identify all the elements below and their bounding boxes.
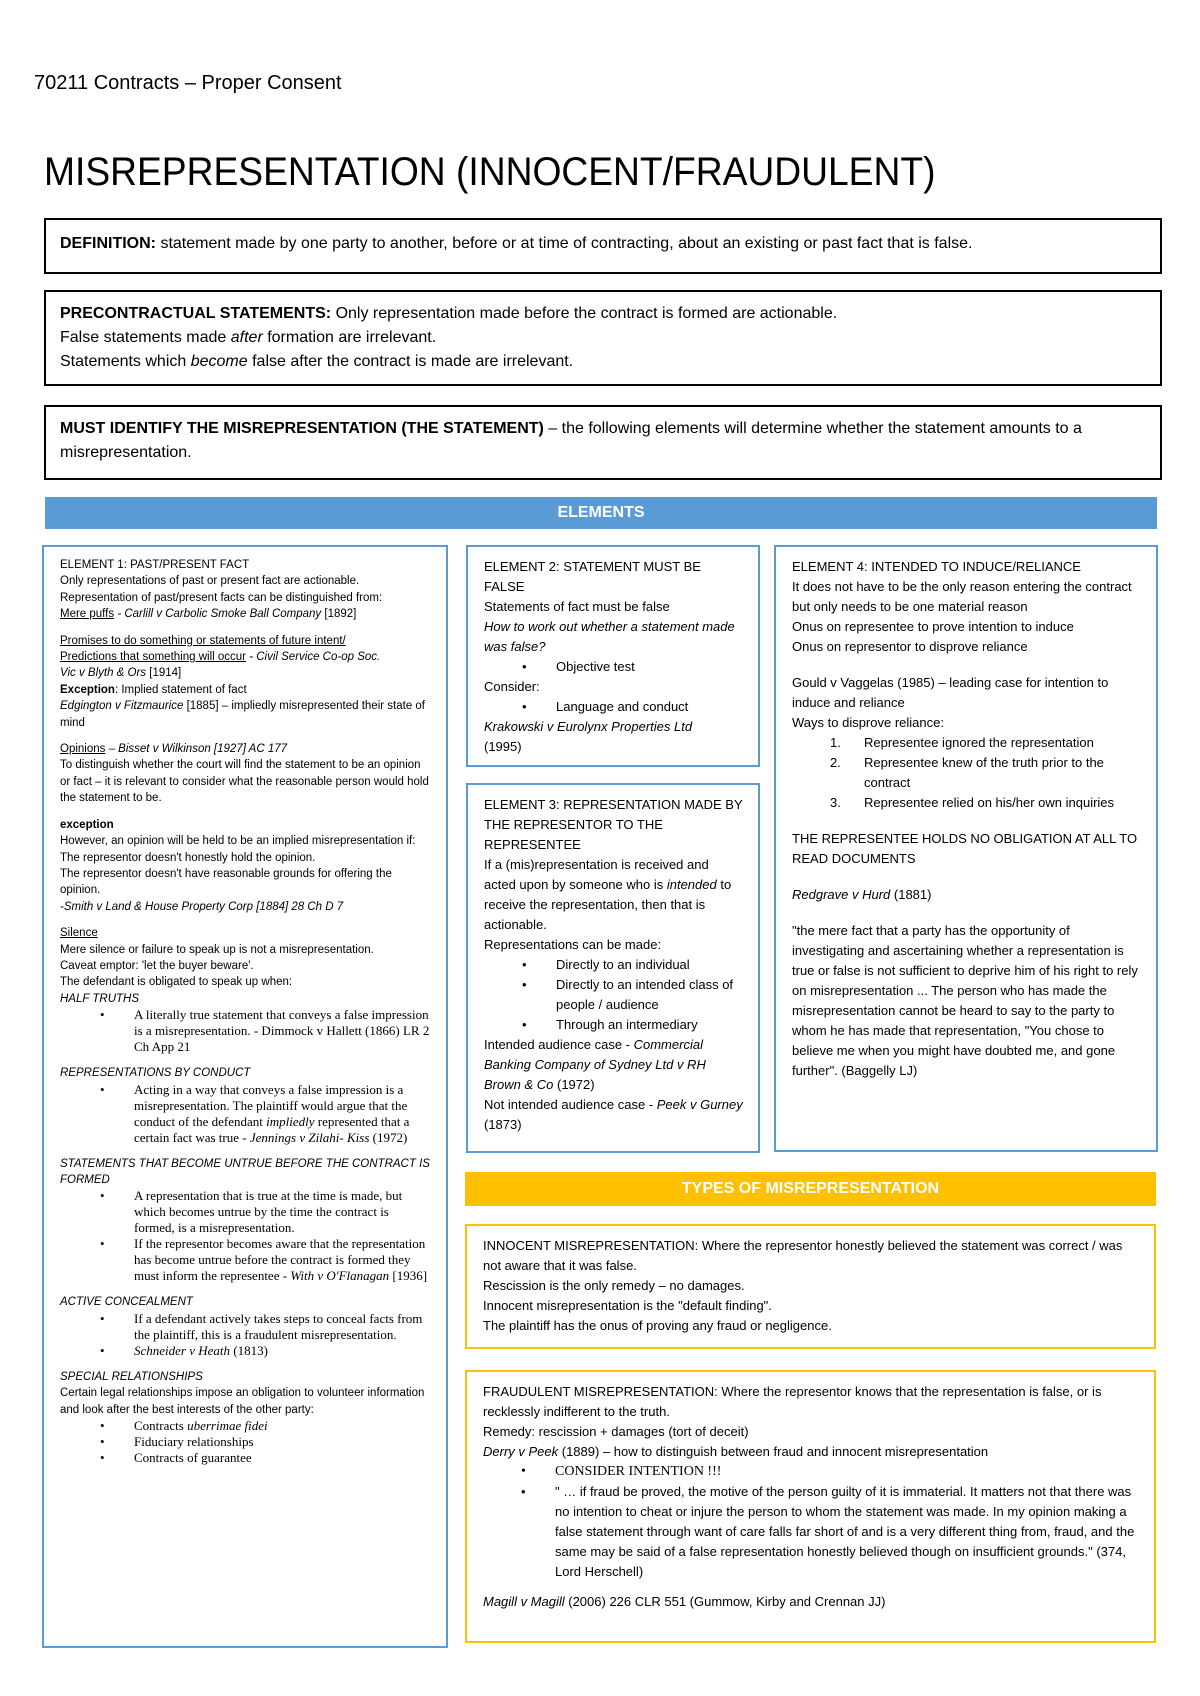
element4-text: Onus on representor to disprove reliance: [792, 639, 1028, 654]
element3-intended: Intended audience case - Commercial Banking Company of Sydney Ltd v RH Brown & Co (1972): [484, 1037, 706, 1092]
definition-label: DEFINITION:: [60, 235, 156, 252]
list-item: • Acting in a way that conveys a false impression is a misrepresentation. The plaintiff would argue that the conduct of the defendant impliedly represented that a certain fact was true - Jennings v Zilahi- Kiss (1972): [60, 1082, 432, 1146]
must-identify-label: MUST IDENTIFY THE MISREPRESENTATION (THE STATEMENT): [60, 420, 544, 437]
element2-text: How to work out whether a statement made was false?: [484, 619, 735, 654]
element1-promises-case: Vic v Blyth & Ors [1914]: [60, 667, 182, 680]
list-item: 3. Representee relied on his/her own inquiries: [830, 795, 1115, 810]
fraudulent-derry: Derry v Peek (1889) – how to distinguish between fraud and innocent misrepresentation: [483, 1444, 989, 1459]
element1-text: Only representations of past or present fact are actionable.: [60, 575, 360, 588]
list-item: • Schneider v Heath (1813): [60, 1343, 432, 1359]
element1-text: The representor doesn't honestly hold the opinion.: [60, 851, 316, 864]
element1-box: [42, 545, 448, 1648]
element4-title: ELEMENT 4: INTENDED TO INDUCE/RELIANCE: [792, 559, 1081, 574]
element1-exception: Exception: Implied statement of fact: [60, 683, 247, 696]
element3-not-intended: Not intended audience case - Peek v Gurney (1873): [484, 1097, 743, 1132]
element2-title: ELEMENT 2: STATEMENT MUST BE FALSE: [484, 559, 701, 594]
must-identify-box: [44, 405, 1162, 480]
definition-text: statement made by one party to another, before or at time of contracting, about an existing or past fact that is false.: [160, 235, 973, 252]
fraudulent-misrep-box: [465, 1370, 1156, 1643]
element1-exception2: exception: [60, 818, 114, 831]
list-item: • Through an intermediary: [484, 1015, 744, 1035]
element2-year: (1995): [484, 739, 522, 754]
innocent-text: The plaintiff has the onus of proving any fraud or negligence.: [483, 1318, 832, 1333]
element2-consider: Consider:: [484, 679, 540, 694]
element3-title: ELEMENT 3: REPRESENTATION MADE BY THE REPRESENTOR TO THE REPRESENTEE: [484, 797, 743, 852]
fraudulent-remedy: Remedy: rescission + damages (tort of deceit): [483, 1424, 749, 1439]
element4-text: It does not have to be the only reason entering the contract but only needs to be one material reason: [792, 579, 1132, 614]
element1-mere-puffs: Mere puffs - Carlill v Carbolic Smoke Ball Company [1892]: [60, 608, 357, 621]
element1-silence: Silence: [60, 927, 98, 940]
precontractual-label: PRECONTRACTUAL STATEMENTS:: [60, 305, 332, 322]
element4-redgrave: Redgrave v Hurd (1881): [792, 887, 932, 902]
document-header: 70211 Contracts – Proper Consent: [34, 72, 342, 94]
element1-conduct: REPRESENTATIONS BY CONDUCT: [60, 1067, 251, 1080]
element1-half-truths: HALF TRUTHS: [60, 992, 140, 1005]
fraudulent-magill: Magill v Magill (2006) 226 CLR 551 (Gummow, Kirby and Crennan JJ): [483, 1594, 886, 1609]
fraudulent-definition: FRAUDULENT MISREPRESENTATION: Where the representor knows that the representation is false, or is recklessly indifferent to the truth.: [483, 1384, 1102, 1419]
element3-text: Representations can be made:: [484, 937, 662, 952]
list-item: • Directly to an intended class of people / audience: [484, 975, 744, 1015]
list-item: • " … if fraud be proved, the motive of the person guilty of it is immaterial. It matters not that there was no intention to cheat or injure the person to whom the statement was made. In my opinion making a false statement through want of care falls far short of and is a very different thing from, fraud, and the same may be said of a false representation honestly believed though on insufficient grounds." (374, Lord Herschell): [483, 1482, 1140, 1582]
precontractual-line1: Only representation made before the contract is formed are actionable.: [335, 305, 838, 322]
list-item: • A representation that is true at the time is made, but which becomes untrue by the time the contract is formed, is a misrepresentation.: [60, 1188, 432, 1236]
element1-predictions: Predictions that something will occur - Civil Service Co-op Soc.: [60, 651, 381, 664]
types-section-header: TYPES OF MISREPRESENTATION: [465, 1172, 1156, 1206]
must-identify-text: – the following elements will determine whether the statement amounts to a misrepresentation.: [60, 420, 1082, 461]
precontractual-box: [44, 290, 1162, 386]
list-item: • If the representor becomes aware that the representation has become untrue before the contract is formed they must inform the representee - With v O'Flanagan [1936]: [60, 1236, 432, 1284]
element1-text: The representor doesn't have reasonable grounds for offering the opinion.: [60, 867, 392, 897]
innocent-text: Innocent misrepresentation is the "default finding".: [483, 1298, 772, 1313]
element4-gould: Gould v Vaggelas (1985) – leading case for intention to induce and reliance: [792, 675, 1109, 710]
innocent-text: Rescission is the only remedy – no damages.: [483, 1278, 745, 1293]
element1-text: However, an opinion will be held to be an implied misrepresentation if:: [60, 835, 416, 848]
list-item: • Language and conduct: [484, 697, 744, 717]
page-title: MISREPRESENTATION (INNOCENT/FRAUDULENT): [44, 150, 936, 194]
element4-no-obligation: THE REPRESENTEE HOLDS NO OBLIGATION AT ALL TO READ DOCUMENTS: [792, 831, 1138, 866]
list-item: 2. Representee knew of the truth prior to the contract: [830, 755, 1104, 790]
element1-text: Certain legal relationships impose an obligation to volunteer information and look after the best interests of the other party:: [60, 1387, 425, 1416]
element4-box: [774, 545, 1158, 1152]
element3-text: If a (mis)representation is received and acted upon by someone who is intended to receive the representation, then that is actionable.: [484, 857, 732, 932]
element1-text: Caveat emptor: 'let the buyer beware'.: [60, 959, 254, 972]
element2-text: Statements of fact must be false: [484, 599, 670, 614]
element2-case: Krakowski v Eurolynx Properties Ltd: [484, 719, 693, 734]
precontractual-line3: Statements which become false after the contract is made are irrelevant.: [60, 353, 574, 370]
element1-text: The defendant is obligated to speak up when:: [60, 976, 293, 989]
list-item: • If a defendant actively takes steps to conceal facts from the plaintiff, this is a fraudulent misrepresentation.: [60, 1311, 432, 1343]
list-item: 1. Representee ignored the representation: [830, 735, 1094, 750]
elements-section-header: ELEMENTS: [45, 497, 1157, 529]
definition-box: [44, 218, 1162, 274]
element1-title: ELEMENT 1: PAST/PRESENT FACT: [60, 559, 250, 571]
element1-opinions: Opinions – Bisset v Wilkinson [1927] AC 177: [60, 743, 288, 756]
element4-ways: Ways to disprove reliance:: [792, 715, 944, 730]
element1-special: SPECIAL RELATIONSHIPS: [60, 1370, 203, 1383]
innocent-definition: INNOCENT MISREPRESENTATION: Where the representor honestly believed the statement was correct / was not aware that it was false.: [483, 1238, 1123, 1273]
list-item: • CONSIDER INTENTION !!!: [483, 1462, 1140, 1482]
element1-text: Mere silence or failure to speak up is not a misrepresentation.: [60, 943, 374, 956]
list-item: • Contracts uberrimae fidei: [60, 1418, 432, 1434]
element1-opinions-text: To distinguish whether the court will find the statement to be an opinion or fact – it is relevant to consider what the reasonable person would hold the statement to be.: [60, 759, 429, 805]
list-item: • Objective test: [484, 657, 744, 677]
element1-concealment: ACTIVE CONCEALMENT: [60, 1296, 193, 1309]
list-item: • Contracts of guarantee: [60, 1450, 432, 1466]
list-item: • Fiduciary relationships: [60, 1434, 432, 1450]
element3-box: [466, 783, 760, 1153]
element2-box: [466, 545, 760, 767]
list-item: • A literally true statement that conveys a false impression is a misrepresentation. - Dimmock v Hallett (1866) LR 2 Ch App 21: [60, 1007, 432, 1055]
element1-promises: Promises to do something or statements of future intent/: [60, 634, 346, 647]
innocent-misrep-box: [465, 1224, 1156, 1349]
element4-text: Onus on representee to prove intention to induce: [792, 619, 1074, 634]
element1-untrue: STATEMENTS THAT BECOME UNTRUE BEFORE THE CONTRACT IS FORMED: [60, 1157, 430, 1186]
list-item: • Directly to an individual: [484, 955, 744, 975]
precontractual-line2: False statements made after formation are irrelevant.: [60, 329, 437, 346]
element4-quote: "the mere fact that a party has the opportunity of investigating and ascertaining whether a representation is true or false is not sufficient to deprive him of his right to rely on misrepresentation ... The person who has made the misrepresentation cannot be heard to say to the party to whom he has made that representation, "You chose to believe me when you might have doubted me, and gone further". (Baggelly LJ): [792, 923, 1138, 1078]
element1-text: Representation of past/present facts can be distinguished from:: [60, 591, 383, 604]
element1-smith-case: -Smith v Land & House Property Corp [1884] 28 Ch D 7: [60, 900, 344, 913]
element1-edgington: Edgington v Fitzmaurice [1885] – impliedly misrepresented their state of mind: [60, 700, 425, 729]
